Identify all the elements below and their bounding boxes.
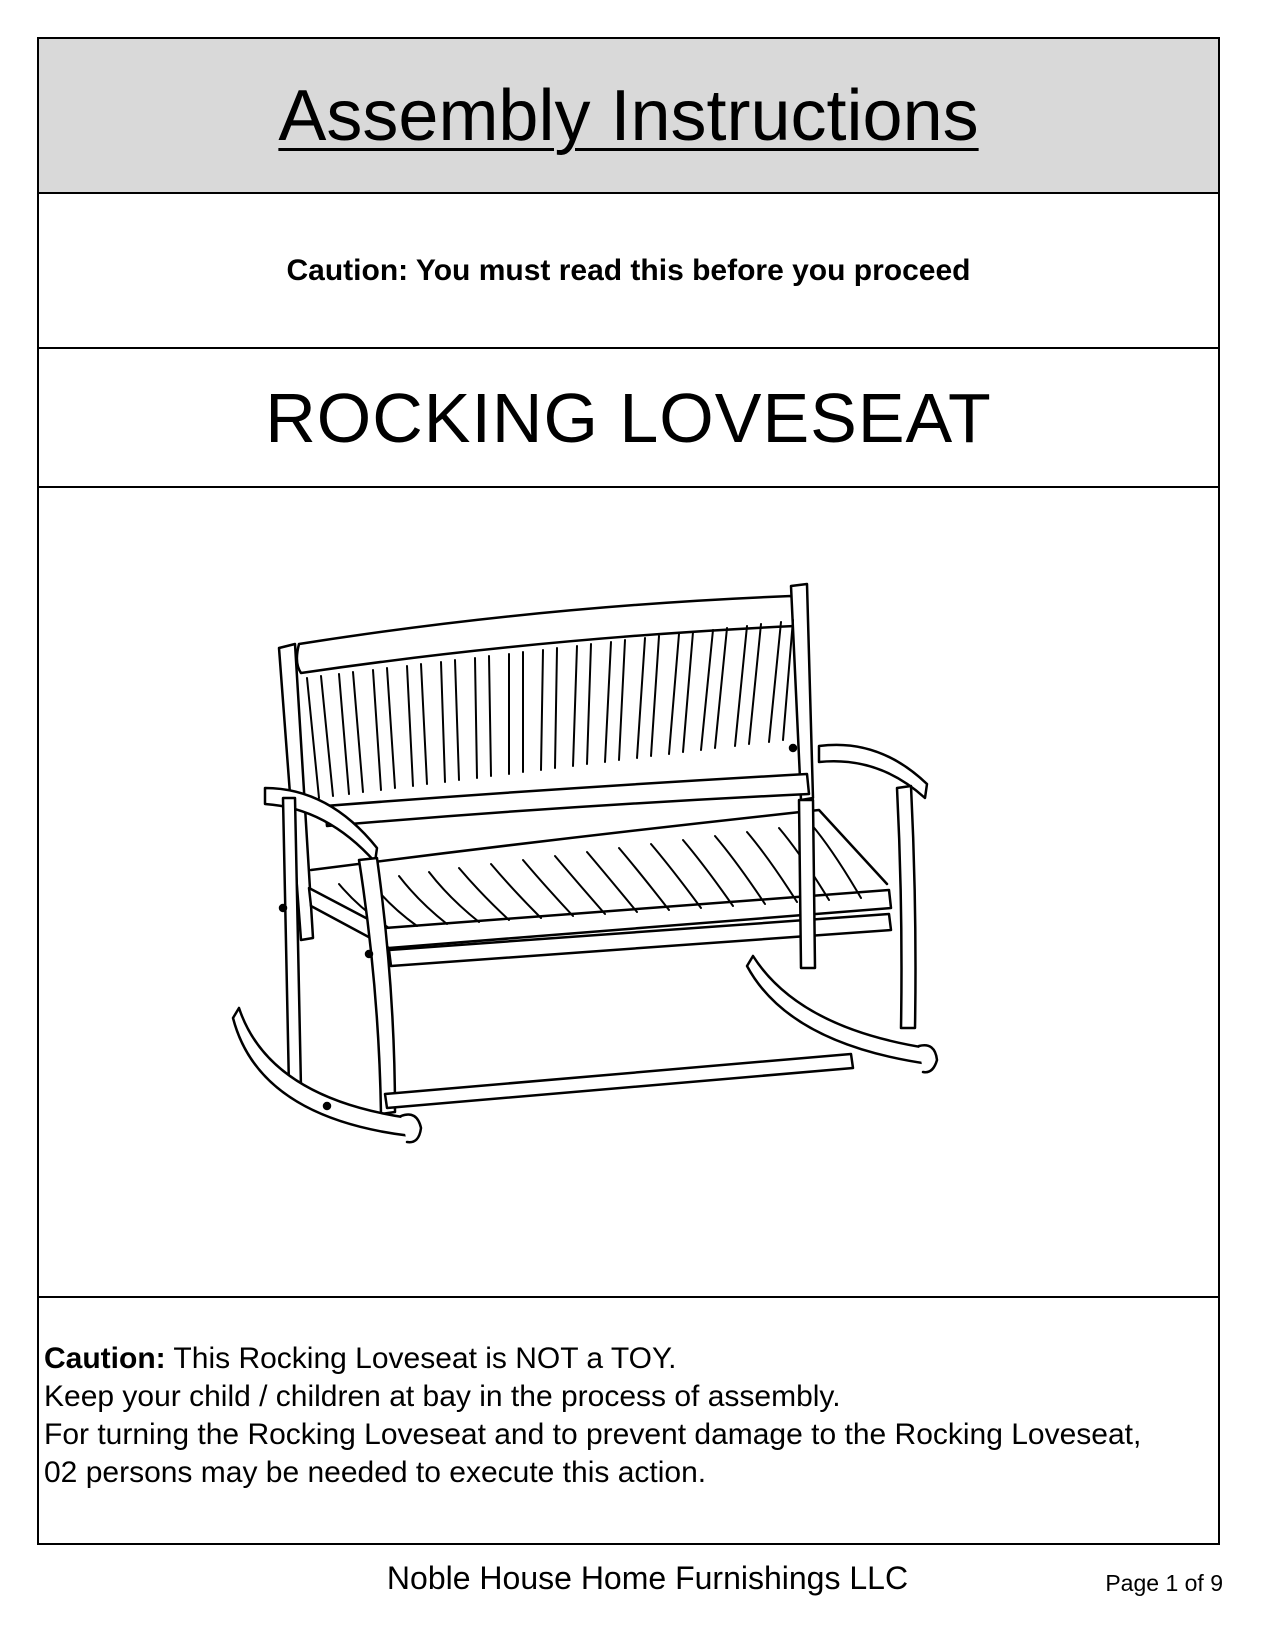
illustration-row bbox=[39, 488, 1218, 1298]
caution-banner-row bbox=[39, 194, 1218, 349]
caution-banner: Caution: You must read this before you proceed bbox=[286, 253, 971, 287]
caution-note bbox=[44, 1340, 1218, 1378]
product-row bbox=[39, 349, 1218, 488]
product-name: ROCKING LOVESEAT bbox=[265, 378, 992, 457]
persons-needed-note: 02 persons may be needed to execute this action. bbox=[44, 1456, 707, 1489]
caution-label: Caution: bbox=[44, 1342, 166, 1375]
notes-section bbox=[39, 1298, 1218, 1545]
page-title: Assembly Instructions bbox=[278, 75, 979, 156]
rocking-loveseat-drawing-icon bbox=[39, 488, 1218, 1296]
child-safety-note: Keep your child / children at bay in the process of assembly. bbox=[44, 1380, 841, 1413]
company-name: Noble House Home Furnishings LLC bbox=[386, 1560, 909, 1596]
page-number: Page 1 of 9 bbox=[1105, 1570, 1223, 1596]
caution-note-text: This Rocking Loveseat is NOT a TOY. bbox=[165, 1342, 677, 1375]
document-frame bbox=[37, 37, 1220, 1545]
title-row bbox=[39, 39, 1218, 194]
turning-note: For turning the Rocking Loveseat and to prevent damage to the Rocking Loveseat, bbox=[44, 1418, 1142, 1451]
